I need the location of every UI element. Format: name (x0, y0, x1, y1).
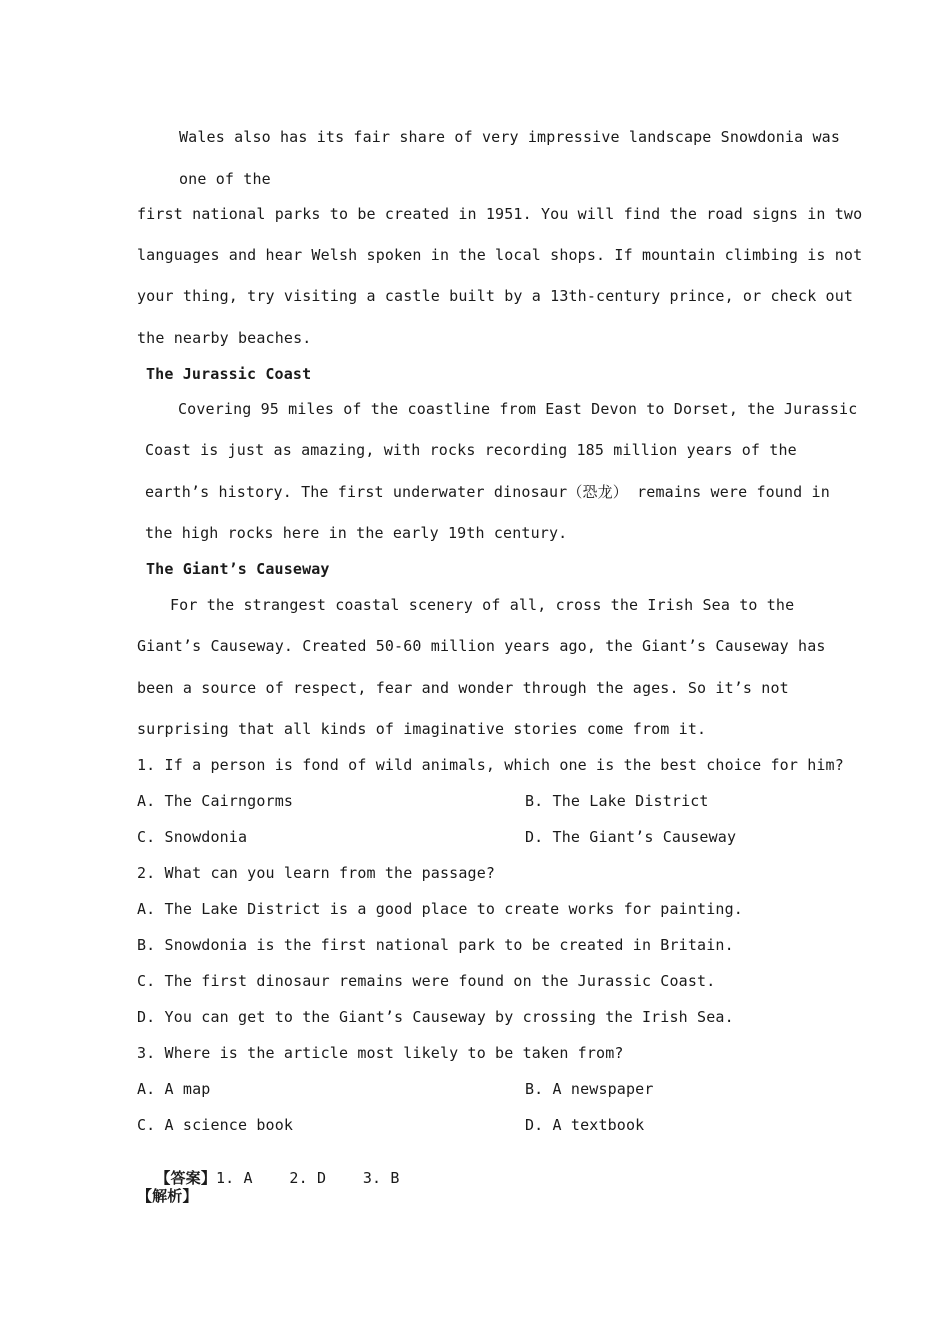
question-3-option-d: D. A textbook (525, 1116, 645, 1134)
causeway-line-3: been a source of respect, fear and wonder through the ages. So it’s not (137, 679, 789, 697)
question-1-option-a: A. The Cairngorms (137, 792, 294, 810)
question-1-stem: 1. If a person is fond of wild animals, which one is the best choice for him? (137, 756, 844, 774)
question-1-option-d: D. The Giant’s Causeway (525, 828, 737, 846)
question-3-option-c: C. A science book (137, 1116, 294, 1134)
question-3-option-a: A. A map (137, 1080, 211, 1098)
causeway-heading: The Giant’s Causeway (146, 560, 330, 578)
analysis-label: 【解析】 (137, 1187, 198, 1205)
jurassic-line-1: Covering 95 miles of the coastline from East Devon to Dorset, the Jurassic (178, 400, 858, 418)
question-1-option-b: B. The Lake District (525, 792, 709, 810)
jurassic-line-4: the high rocks here in the early 19th century. (145, 524, 568, 542)
question-2-stem: 2. What can you learn from the passage? (137, 864, 496, 882)
answer-text: 1. A 2. D 3. B (215, 1169, 400, 1187)
jurassic-line-3: earth’s history. The first underwater dinosaur（恐龙） remains were found in (145, 483, 830, 501)
question-3-option-b: B. A newspaper (525, 1080, 654, 1098)
question-1-option-c: C. Snowdonia (137, 828, 248, 846)
wales-line-4: languages and hear Welsh spoken in the local shops. If mountain climbing is not (137, 246, 863, 264)
answer-label: 【答案】 (155, 1169, 216, 1187)
question-2-option-b: B. Snowdonia is the first national park to be created in Britain. (137, 936, 734, 954)
causeway-line-1: For the strangest coastal scenery of all, cross the Irish Sea to the (170, 596, 795, 614)
jurassic-line-2: Coast is just as amazing, with rocks recording 185 million years of the (145, 441, 797, 459)
answer-line (137, 1151, 400, 1187)
wales-line-5: your thing, try visiting a castle built by a 13th-century prince, or check out (137, 287, 854, 305)
question-2-option-c: C. The first dinosaur remains were found on the Jurassic Coast. (137, 972, 716, 990)
wales-line-1: Wales also has its fair share of very impressive landscape Snowdonia was (179, 128, 841, 146)
question-2-option-d: D. You can get to the Giant’s Causeway by crossing the Irish Sea. (137, 1008, 734, 1026)
question-2-option-a: A. The Lake District is a good place to create works for painting. (137, 900, 743, 918)
causeway-line-4: surprising that all kinds of imaginative stories come from it. (137, 720, 707, 738)
question-3-stem: 3. Where is the article most likely to be taken from? (137, 1044, 624, 1062)
wales-line-6: the nearby beaches. (137, 329, 312, 347)
jurassic-heading: The Jurassic Coast (146, 365, 312, 383)
wales-line-3: first national parks to be created in 1951. You will find the road signs in two (137, 205, 863, 223)
wales-line-2: one of the (179, 170, 271, 188)
causeway-line-2: Giant’s Causeway. Created 50-60 million years ago, the Giant’s Causeway has (137, 637, 826, 655)
